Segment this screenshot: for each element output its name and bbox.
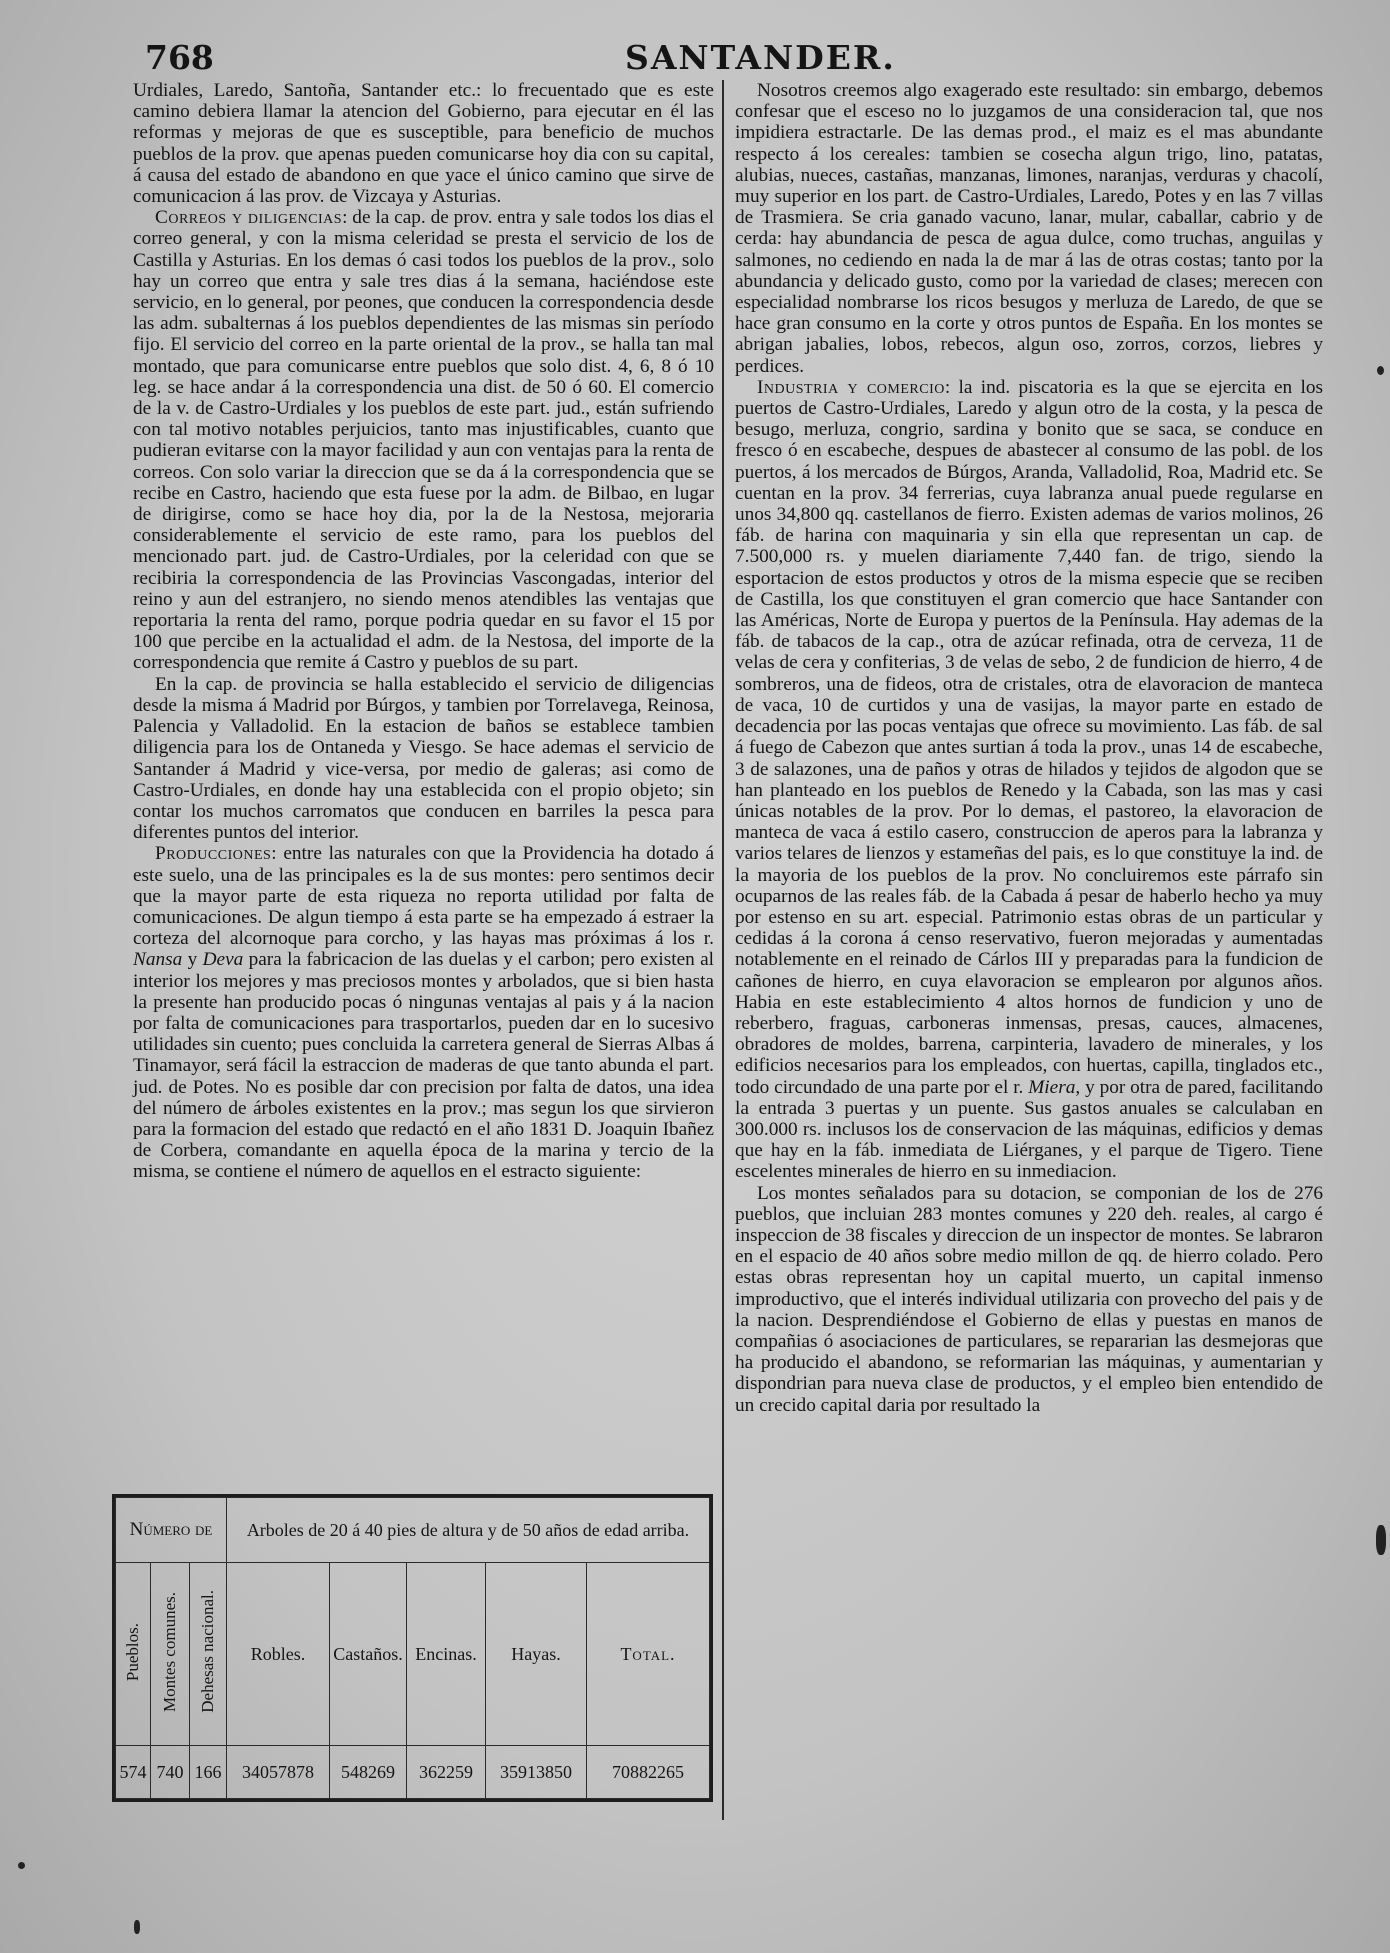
column-header-montes [151, 1563, 190, 1746]
section-heading: Industria y comercio [757, 376, 945, 398]
ink-speck [18, 1862, 25, 1869]
column-header-encinas: Encinas. [407, 1563, 486, 1746]
page-header [0, 38, 1390, 78]
paragraph-text: para la fabricacion de las duelas y el carbon; pero existen al interior los mejores y mas preciosos montes y arbolados, que si bien hasta la presente han producido pocas ó ningunas ventajas al pais y á la nacion por falta de comunicaciones para trasportarlos, pueden dar en lo sucesivo utilidades sin cuento; pues concluida la carretera general de Sierras Albas á Tinamayor, será fácil la estraccion de maderas de que tanto abunda el part. jud. de Potes. No es posible dar con precision por falta de datos, una idea del número de árboles existentes en la prov.; mas segun los que sirvieron para la formacion del estado que redactó en el año 1831 D. Joaquin Ibañez de Corbera, comandante en aquella época de la marina y tercio de la misma, se contiene el número de aquellos en el estracto siguiente: [133, 949, 715, 1183]
column-header-hayas: Hayas. [486, 1563, 587, 1746]
column-header-total: Total. [587, 1563, 710, 1746]
column-header-text: Dehesas nacional. [198, 1590, 217, 1713]
paragraph [133, 843, 714, 1182]
column-header-dehesas [190, 1563, 227, 1746]
paragraph [735, 377, 1323, 1183]
cell-encinas: 362259 [407, 1746, 486, 1799]
ink-speck [1376, 1525, 1386, 1555]
paragraph: En la cap. de provincia se halla establecido el servicio de diligencias desde la misma á Madrid por Búrgos, y tambien por Torrelavega, Reinosa, Palencia y Valladolid. En la estacion de baños se establece tambien diligencia para los de Ontaneda y Viesgo. Se hace ademas el servicio de Santander á Madrid y vice-versa, por medio de galeras; asi como de Castro-Urdiales, en donde hay una establecida con el propio objeto; sin contar los muchos carromatos que conducen en barriles la pesca para diferentes puntos del interior. [133, 673, 714, 844]
cell-montes: 740 [151, 1746, 190, 1799]
paragraph-text: : de la cap. de prov. entra y sale todos los dias el correo general, y con la misma celeridad se presta el servicio de los de Castilla y Asturias. En los demas ó casi todos los pueblos de la prov., solo hay un correo que entra y sale tres dias á la semana, haciéndose este servicio, en lo general, por peones, que conducen la correspondencia desde las adm. subalternas á los pueblos dependientes de las mismas sin período fijo. El servicio del correo en la parte oriental de la prov., se halla tan mal montado, que para comunicarse entre pueblos que solo dist. 4, 6, 8 ó 10 leg. se hace andar á la correspondencia una dist. de 50 ó 60. El comercio de la v. de Castro-Urdiales y los pueblos de este part. jud., están sufriendo con tal motivo notables perjuicios, tanto mas injustificables, cuanto que pudieran evitarse con la mayor facilidad y aun con ventajas para la renta de correos. Con solo variar la direccion que se da á la correspondencia que se recibe en Castro, haciendo que esta fuese por la adm. de Bilbao, en lugar de dirigirse, como se hace hoy dia, por la de la Nestosa, mejoraria considerablemente el servicio de este ramo, para los pueblos del mencionado part. jud. de Castro-Urdiales, por la celeridad con que se recibiria la correspondencia de las Provincias Vascongadas, interior del reino y aun del estranjero, no siendo menos atendibles las ventajas que reportaria la renta del ramo, porque podria quedar en su favor el 15 por 100 que percibe en la actualidad el adm. de la Nestosa, del importe de la correspondencia que remite á Castro y pueblos de su part. [133, 207, 714, 674]
cell-dehesas: 166 [190, 1746, 227, 1799]
paragraph: Urdiales, Laredo, Santoña, Santander etc.: lo frecuentado que es este camino debiera llamar la atencion del Gobierno, para ejecutar en él las reformas y mejoras de que es susceptible, para beneficio de muchos pueblos de la prov. que apenas pueden comunicarse hoy dia con su capital, á causa del estado de abandono en que yace el único camino que sirve de comunicacion á las prov. de Vizcaya y Asturias. [133, 80, 714, 208]
section-heading: Correos y diligencias [155, 207, 343, 229]
right-column [735, 80, 1323, 1416]
table-header-numero: Número de [116, 1498, 227, 1563]
column-header-pueblos [116, 1563, 151, 1746]
paragraph: Los montes señalados para su dotacion, se componian de los de 276 pueblos, que incluian 283 montes comunes y 220 deh. reales, al cargo é inspeccion de 38 fiscales y direccion de un inspector de montes. Se labraron en el espacio de 40 años sobre medio millon de qq. de hierro colado. Pero estas obras representan hoy un capital muerto, un capital inmenso improductivo, que el interés individual utilizaria con provecho del pais y de la nacion. Desprendiéndose el Gobierno de ellas y puestas en manos de compañias ó asociaciones de particulares, se repararian las desmejoras que ha producido el abandono, se reformarian las máquinas, y aumentarian y dispondrian para nueva clase de productos, y el empleo bien entendido de un crecido capital daria por resultado la [735, 1182, 1323, 1416]
paragraph [133, 207, 714, 673]
paragraph-text: : la ind. piscatoria es la que se ejercita en los puertos de Castro-Urdiales, Laredo y algun otro de la costa, y la pesca de besugo, merluza, congrio, sardina y bonito que se saca, se conduce en fresco ó en escabeche, despues de abastecer al consumo de las pobl. de los puertos, á los mercados de Búrgos, Aranda, Valladolid, Roa, Madrid etc. Se cuentan en la prov. 34 ferrerias, cuya labranza anual puede regularse en unos 34,800 qq. castellanos de fierro. Existen ademas de varios molinos, 26 fáb. de harina con maquinaria y sin ella que representan un cap. de 7.500,000 rs. y muelen diariamente 7,440 fan. de trigo, siendo la esportacion de estos productos y otros de la misma especie que se reciben de Castilla, los que constituyen el gran comercio que hace Santander con las Américas, Norte de Europa y puertos de la Península. Hay ademas de la fáb. de tabacos de la cap., otra de azúcar refinada, otra de cerveza, 11 de velas de cera y confiterias, 3 de velas de sebo, 2 de fundicion de hierro, 4 de sombreros, una de fideos, otra de cristales, otra de elavoracion de manteca de vaca, 10 de curtidos y una de vasijas, la mayor parte en estado de decadencia por las pocas ventajas que ofrece su movimiento. Las fáb. de sal á fuego de Cabezon que antes surtian á toda la prov., unas 14 de escabeche, 3 de salazones, una de paños y otras de hilados y tejidos de algodon que se han planteado en los pueblos de Renedo y la Cabada, son las mas y casi únicas notables de la prov. Por lo demas, el pastoreo, la elavoracion de manteca de vaca á estilo casero, construccion de aperos para la labranza y varios telares de lienzos y estameñas del pais, es lo que constituye la ind. de la mayoria de los pueblos de la prov. No concluiremos este párrafo sin ocuparnos de las reales fáb. de la Cabada á pesar de haberlo hecho ya muy por estenso en su art. especial. Patrimonio estas obras de un particular y cedidas á la corona á censo reservativo, fueron mejoradas y aumentadas notablemente en el reinado de Cárlos III y preparadas para la fundicion de cañones de hierro, en cuya elavoracion se emplearon por algunos años. Habia en este establecimiento 4 altos hornos de fundicion y uno de reberbero, fraguas, carboneras inmensas, presas, cauces, almacenes, obradores de moldes, barrena, carpinteria, lavadero de minerales, y los edificios necesarios para los empleados, con huertas, capilla, tinglados etc., todo circundado de una parte por el r. [735, 376, 1323, 1098]
paragraph-text: : entre las naturales con que la Providencia ha dotado á este suelo, una de las principales es la de sus montes: pero sentimos decir que la mayor parte de esta riqueza no reporta utilidad por falta de comunicaciones. De algun tiempo á esta parte se ha empezado á estraer la corteza del alcornoque para corcho, y las hayas mas próximas á los r. [133, 843, 714, 950]
paragraph-text: , y por otra de pared, facilitando la entrada 3 puertas y un puente. Sus gastos anuales se calculaban en 300.000 rs. inclusos los de conservacion de las máquinas, edificios y demas que hay en la fáb. inmediata de Liérganes, y el parque de Tigero. Tiene escelentes minerales de hierro en su inmediacion. [735, 1076, 1323, 1183]
column-header-text: Montes comunes. [160, 1591, 179, 1712]
cell-pueblos: 574 [116, 1746, 151, 1799]
table-header-arboles: Arboles de 20 á 40 pies de altura y de 50 años de edad arriba. [227, 1498, 710, 1563]
column-header-text: Pueblos. [123, 1622, 142, 1681]
page-number: 768 [145, 38, 214, 77]
cell-robles: 34057878 [227, 1746, 330, 1799]
column-divider [722, 80, 724, 1820]
cell-castanos: 548269 [330, 1746, 407, 1799]
trees-table [112, 1494, 713, 1802]
table-row [116, 1746, 710, 1799]
cell-hayas: 35913850 [486, 1746, 587, 1799]
ink-speck [1377, 366, 1384, 375]
paragraph: Nosotros creemos algo exagerado este resultado: sin embargo, debemos confesar que el esceso no lo juzgamos de una consideracion tal, que nos impidiera estractarle. De las demas prod., el maiz es el mas abundante respecto á los cereales: tambien se cosecha algun trigo, lino, patatas, alubias, nueces, castañas, manzanas, limones, naranjas, verduras y chacolí, muy superior en los part. de Castro-Urdiales, Laredo, Potes y en las 7 villas de Trasmiera. Se cria ganado vacuno, lanar, mular, caballar, cabrio y de cerda: hay abundancia de pesca de agua dulce, como truchas, anguilas y salmones, no cediendo en nada la de mar á las de otras costas; tanto por la abundancia y delicado gusto, como por la variedad de clases; merecen con especialidad nombrarse los ricos besugos y merluza de Laredo, de que se hace gran consumo en la corte y otros puntos de España. En los montes se abrigan jabalies, lobos, rebecos, algun oso, zorros, corzos, liebres y perdices. [735, 80, 1323, 377]
ink-speck [134, 1920, 140, 1934]
section-heading: Producciones [155, 843, 272, 865]
left-column [133, 80, 714, 1183]
cell-total: 70882265 [587, 1746, 710, 1799]
river-name: Deva [202, 949, 244, 971]
page-title: SANTANDER. [625, 38, 896, 77]
column-header-castanos: Castaños. [330, 1563, 407, 1746]
river-name: Nansa [133, 949, 183, 971]
column-header-robles: Robles. [227, 1563, 330, 1746]
river-name: Miera [1028, 1076, 1076, 1098]
paragraph-text: y [182, 949, 203, 971]
